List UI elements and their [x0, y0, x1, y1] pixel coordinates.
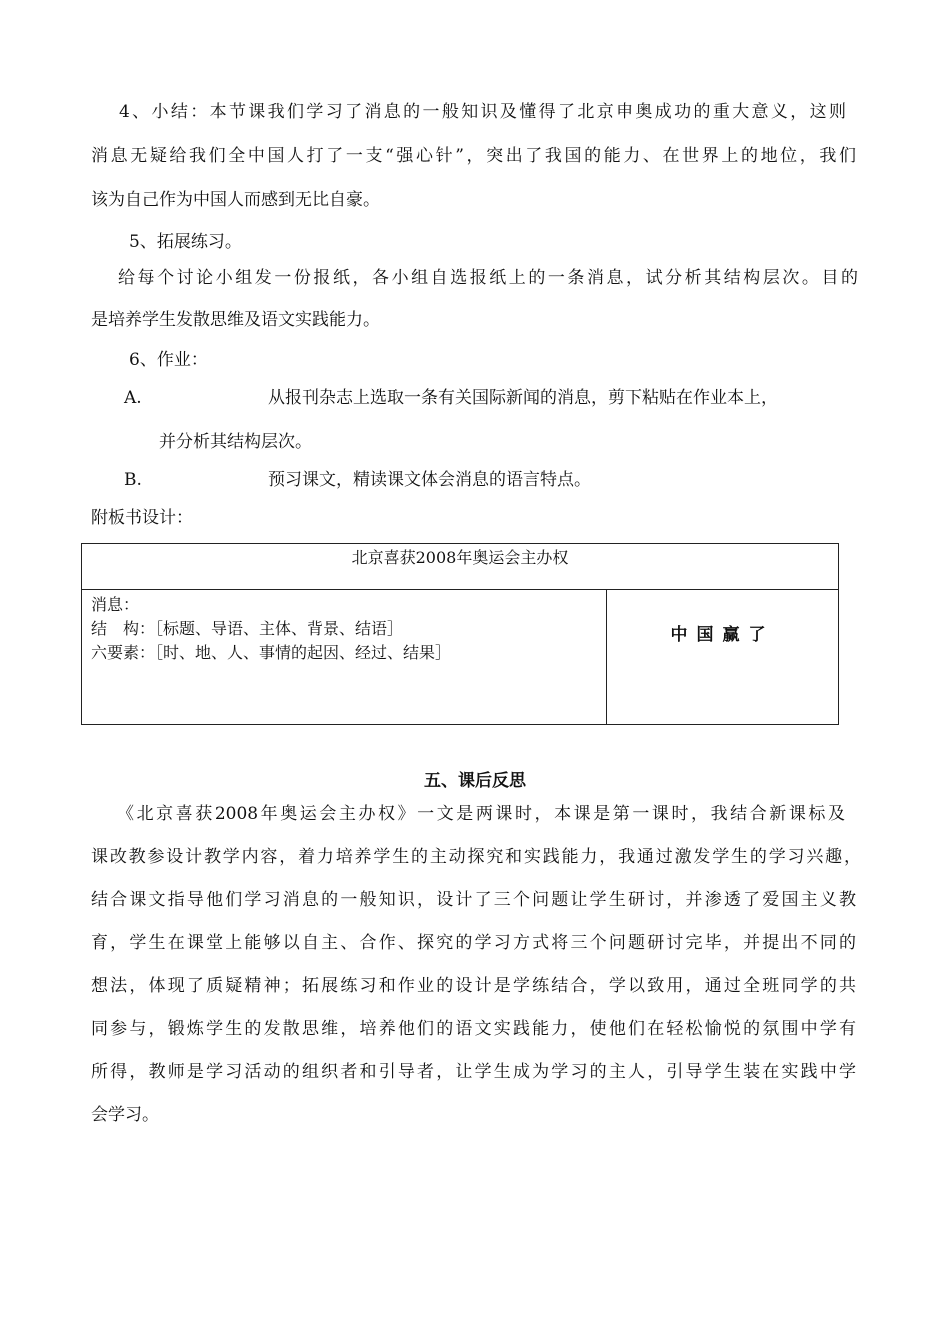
reflection-heading: 五、课后反思: [424, 771, 526, 791]
board-label: 附板书设计：: [91, 508, 193, 528]
homework-a-marker: A.: [124, 388, 142, 408]
board-right-cell: [607, 590, 838, 724]
reflection-line-5: 想法，体现了质疑精神；拓展练习和作业的设计是学练结合，学以致用，通过全班同学的共: [91, 976, 856, 996]
board-design-table: [81, 543, 839, 725]
board-six-elements-line: 六要素：［时、地、人、事情的起因、经过、结果］: [91, 643, 452, 662]
board-title: 北京喜获2008年奥运会主办权: [82, 544, 838, 590]
summary-line-3: 该为自己作为中国人而感到无比自豪。: [91, 190, 380, 210]
extension-title: 5、拓展练习。: [129, 232, 242, 252]
extension-line-1: 给每个讨论小组发一份报纸，各小组自选报纸上的一条消息，试分析其结构层次。目的: [118, 268, 858, 288]
board-message-label: 消息：: [91, 595, 140, 614]
reflection-line-6: 同参与，锻炼学生的发散思维，培养他们的语文实践能力，使他们在轻松愉悦的氛围中学有: [91, 1019, 856, 1039]
reflection-line-3: 结合课文指导他们学习消息的一般知识，设计了三个问题让学生研讨，并渗透了爱国主义教: [91, 890, 856, 910]
homework-a-text: 从报刊杂志上选取一条有关国际新闻的消息，剪下粘贴在作业本上，: [268, 388, 778, 408]
reflection-line-8: 会学习。: [91, 1105, 159, 1125]
extension-line-2: 是培养学生发散思维及语文实践能力。: [91, 310, 380, 330]
reflection-line-7: 所得，教师是学习活动的组织者和引导者，让学生成为学习的主人，引导学生装在实践中学: [91, 1062, 856, 1082]
summary-line-1: 4、小结：本节课我们学习了消息的一般知识及懂得了北京申奥成功的重大意义，这则: [119, 102, 846, 122]
reflection-line-1: 《北京喜获2008年奥运会主办权》一文是两课时，本课是第一课时，我结合新课标及: [117, 804, 845, 824]
homework-title: 6、作业：: [129, 350, 208, 370]
reflection-line-4: 育，学生在课堂上能够以自主、合作、探究的学习方式将三个问题研讨完毕，并提出不同的: [91, 933, 856, 953]
homework-b-marker: B.: [124, 470, 142, 490]
homework-a-continued: 并分析其结构层次。: [159, 432, 312, 452]
board-slogan: 中国赢了: [670, 625, 775, 645]
summary-line-2: 消息无疑给我们全中国人打了一支“强心针”，突出了我国的能力、在世界上的地位，我们: [91, 146, 856, 166]
board-structure-line: 结 构：［标题、导语、主体、背景、结语］: [91, 619, 404, 638]
board-left-cell: [82, 590, 607, 724]
reflection-line-2: 课改教参设计教学内容，着力培养学生的主动探究和实践能力，我通过激发学生的学习兴趣，: [91, 847, 861, 867]
homework-b-text: 预习课文，精读课文体会消息的语言特点。: [268, 470, 591, 490]
